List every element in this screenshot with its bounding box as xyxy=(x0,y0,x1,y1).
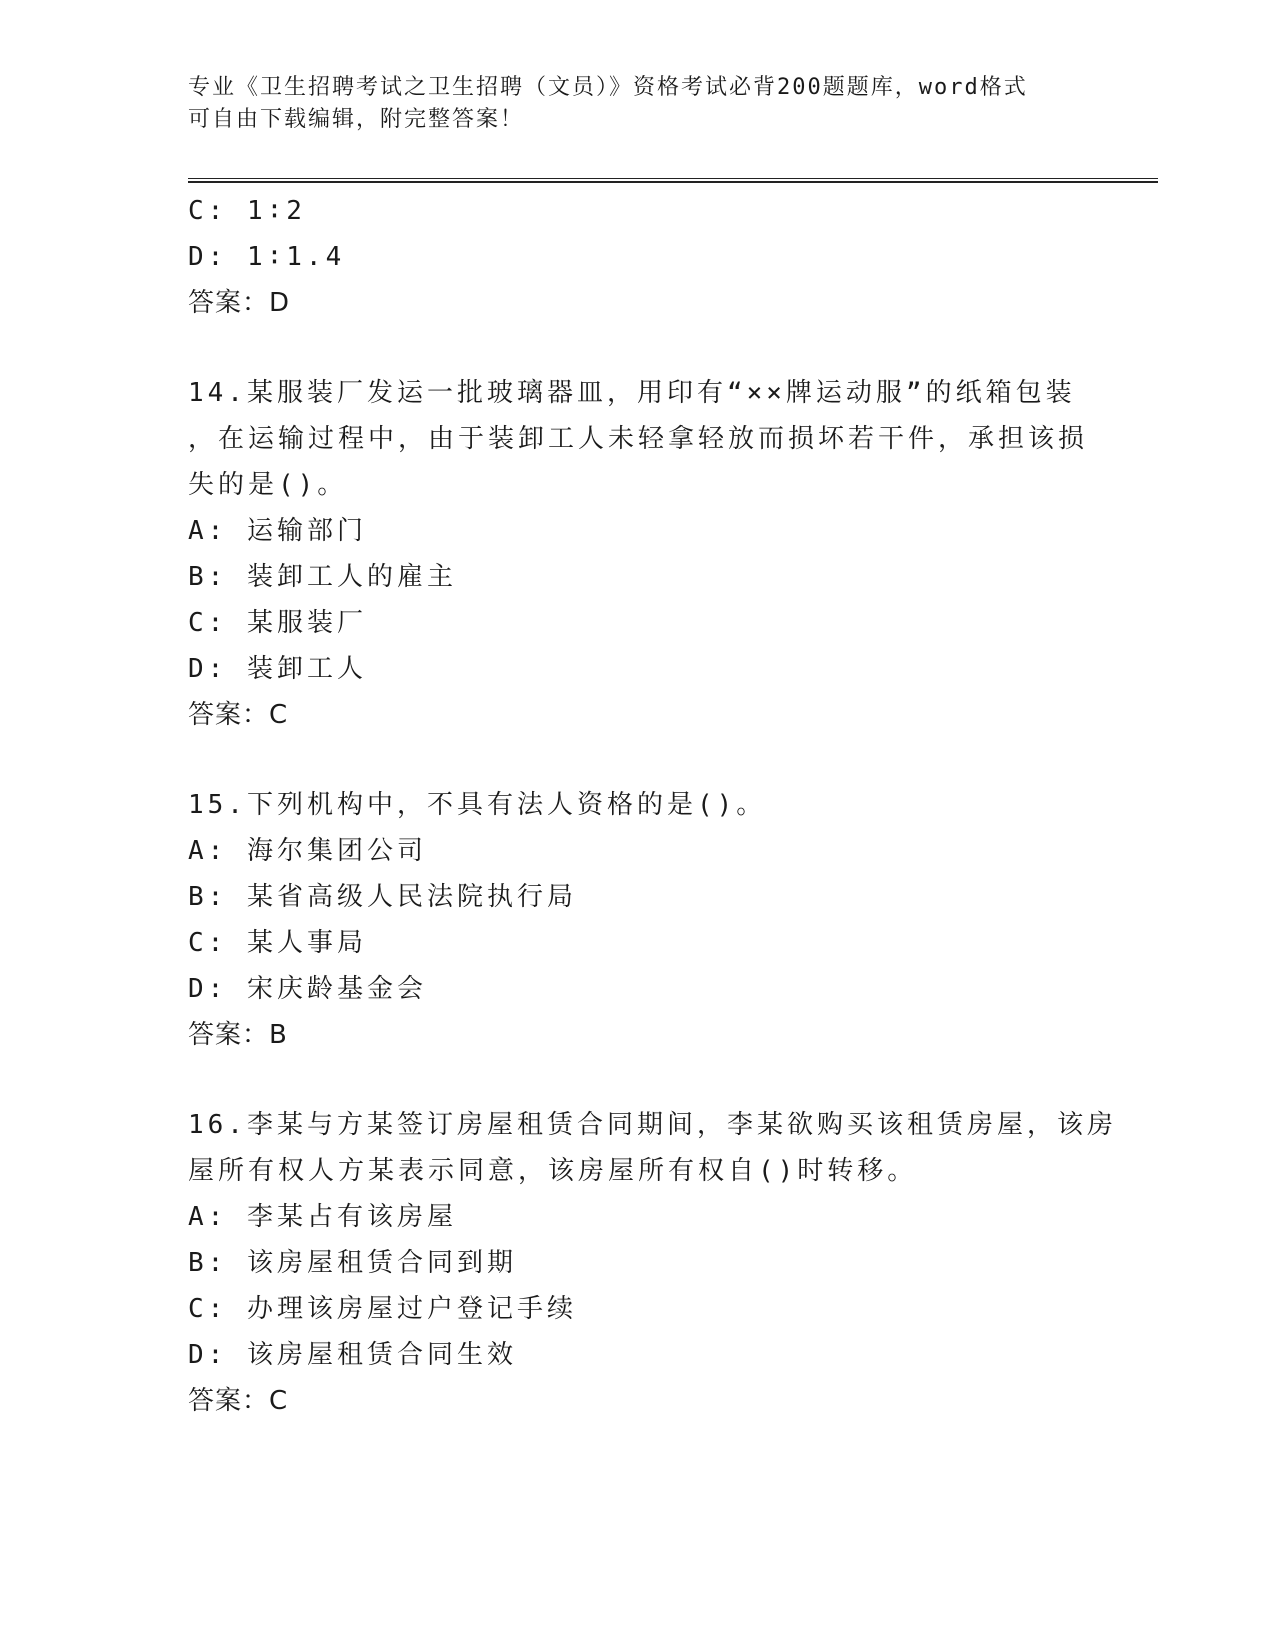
option-line xyxy=(188,600,1088,646)
header-line-2: 可自由下载编辑，附完整答案！ xyxy=(188,107,525,132)
document-body xyxy=(188,188,1117,1424)
question-block-16 xyxy=(188,1102,1117,1424)
question-stem-line: 16.李某与方某签订房屋租赁合同期间，李某欲购买该租赁房屋，该房 xyxy=(188,1110,1117,1140)
answer-line: 答案：D xyxy=(188,288,291,318)
option-label: B: xyxy=(188,1248,228,1278)
option-line xyxy=(188,554,1088,600)
question-block-15 xyxy=(188,782,1088,1058)
option-label: B: xyxy=(188,882,228,912)
option-text: 1∶2 xyxy=(246,196,306,226)
option-text: 办理该房屋过户登记手续 xyxy=(246,1294,577,1324)
option-label: C: xyxy=(188,608,228,638)
option-label: D: xyxy=(188,654,228,684)
answer-line: 答案：C xyxy=(188,1386,289,1416)
option-label: D: xyxy=(188,974,228,1004)
carryover-block xyxy=(188,188,1088,326)
option-text: 宋庆龄基金会 xyxy=(246,974,427,1004)
document-header xyxy=(188,72,1088,136)
option-line xyxy=(188,1286,1088,1332)
question-stem-line: 14.某服装厂发运一批玻璃器皿，用印有“××牌运动服”的纸箱包装 xyxy=(188,378,1076,408)
header-line-1: 专业《卫生招聘考试之卫生招聘（文员）》资格考试必背200题题库，word格式 xyxy=(188,75,1028,100)
option-text: 1∶1.4 xyxy=(246,242,346,272)
option-line xyxy=(188,234,1088,280)
option-text: 装卸工人 xyxy=(246,654,367,684)
option-line xyxy=(188,508,1088,554)
option-line xyxy=(188,188,1088,234)
option-line xyxy=(188,966,1088,1012)
option-label: B: xyxy=(188,562,228,592)
question-stem-line: 15.下列机构中，不具有法人资格的是()。 xyxy=(188,790,767,820)
answer-line: 答案：C xyxy=(188,700,289,730)
option-label: C: xyxy=(188,1294,228,1324)
option-text: 该房屋租赁合同到期 xyxy=(246,1248,517,1278)
option-line xyxy=(188,1194,1088,1240)
option-label: A: xyxy=(188,1202,228,1232)
option-text: 某省高级人民法院执行局 xyxy=(246,882,577,912)
option-line xyxy=(188,874,1088,920)
option-text: 某人事局 xyxy=(246,928,367,958)
option-label: C: xyxy=(188,928,228,958)
question-stem-line: 失的是()。 xyxy=(188,470,348,500)
option-line xyxy=(188,920,1088,966)
option-line xyxy=(188,828,1088,874)
option-text: 李某占有该房屋 xyxy=(246,1202,457,1232)
option-text: 海尔集团公司 xyxy=(246,836,427,866)
answer-line: 答案：B xyxy=(188,1020,288,1050)
option-label: A: xyxy=(188,516,228,546)
option-text: 运输部门 xyxy=(246,516,367,546)
option-text: 某服装厂 xyxy=(246,608,367,638)
header-divider xyxy=(188,178,1158,183)
question-stem-line: 屋所有权人方某表示同意，该房屋所有权自()时转移。 xyxy=(188,1156,918,1186)
option-label: D: xyxy=(188,1340,228,1370)
question-stem-line: ，在运输过程中，由于装卸工人未轻拿轻放而损坏若干件，承担该损 xyxy=(188,424,1089,454)
option-label: D: xyxy=(188,242,228,272)
option-line xyxy=(188,646,1088,692)
option-line xyxy=(188,1240,1088,1286)
question-block-14 xyxy=(188,370,1088,738)
option-text: 装卸工人的雇主 xyxy=(246,562,457,592)
option-line xyxy=(188,1332,1088,1378)
option-text: 该房屋租赁合同生效 xyxy=(246,1340,517,1370)
option-label: C: xyxy=(188,196,228,226)
option-label: A: xyxy=(188,836,228,866)
